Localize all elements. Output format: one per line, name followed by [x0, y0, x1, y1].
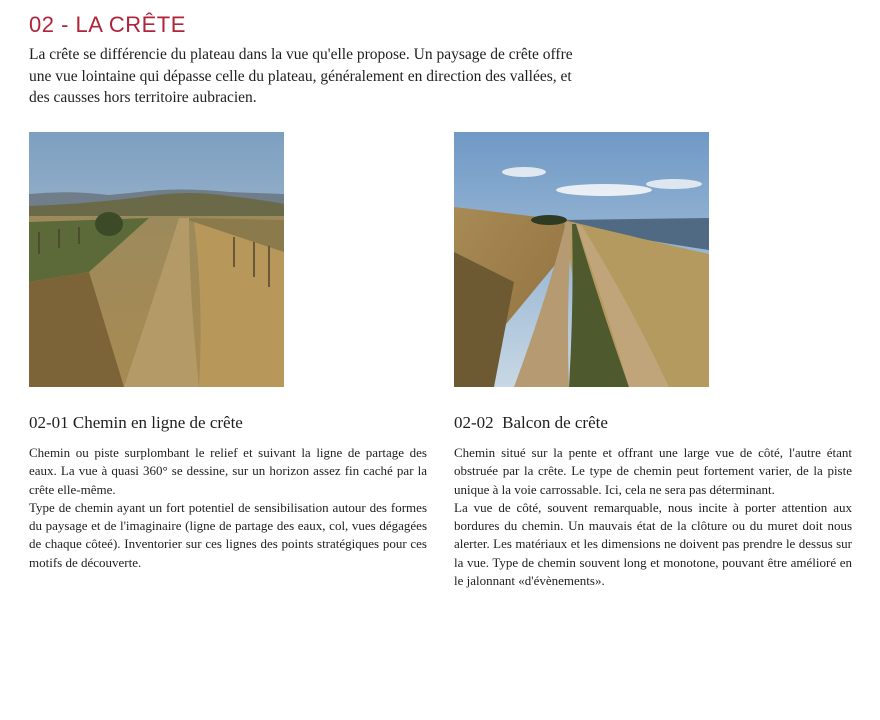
section-body-balcony-path	[454, 444, 852, 590]
paragraph: Type de chemin ayant un fort potentiel de sensibilisation autour des formes du paysage et de l'imaginaire (ligne de partage des eaux, col, vues dégagées de chaque côteé). Inventorier sur ces lignes des points stratégiques pour ces motifs de découverte.	[29, 499, 427, 570]
paragraph: La vue de côté, souvent remarquable, nous incite à porter attention aux bordures du chemin. Un mauvais état de la clôture ou du muret doit nous alerter. Les matériaux et les dimensions ne doivent pas prendre le dessus sur la vue. Type de chemin souvent long et monotone, pouvant être amélioré en le jalonnant «d'évènements».	[454, 499, 852, 589]
section-heading-ridge-path: 02-01 Chemin en ligne de crête	[29, 413, 243, 432]
photo-balcony-path	[454, 132, 709, 387]
intro-paragraph: La crête se différencie du plateau dans la vue qu'elle propose. Un paysage de crête offre une vue lointaine qui dépasse celle du plateau, généralement en direction des vallées, et des causses hors territoire aubracien.	[29, 46, 573, 106]
paragraph: Chemin situé sur la pente et offrant une large vue de côté, l'autre étant obstruée par la crête. Le type de chemin peut fortement varier, de la piste unique à la voie carrossable. Ici, cela ne sera pas déterminant.	[454, 445, 852, 497]
photo-ridge-path	[29, 132, 284, 387]
page-title: 02 - LA CRÊTE	[29, 12, 186, 37]
section-heading-balcony-path: 02-02 Balcon de crête	[454, 413, 608, 432]
paragraph: Chemin ou piste surplombant le relief et suivant la ligne de partage des eaux. La vue à quasi 360° se dessine, sur un horizon assez fin caché par la crête elle-même.	[29, 445, 427, 497]
section-body-ridge-path	[29, 444, 427, 572]
